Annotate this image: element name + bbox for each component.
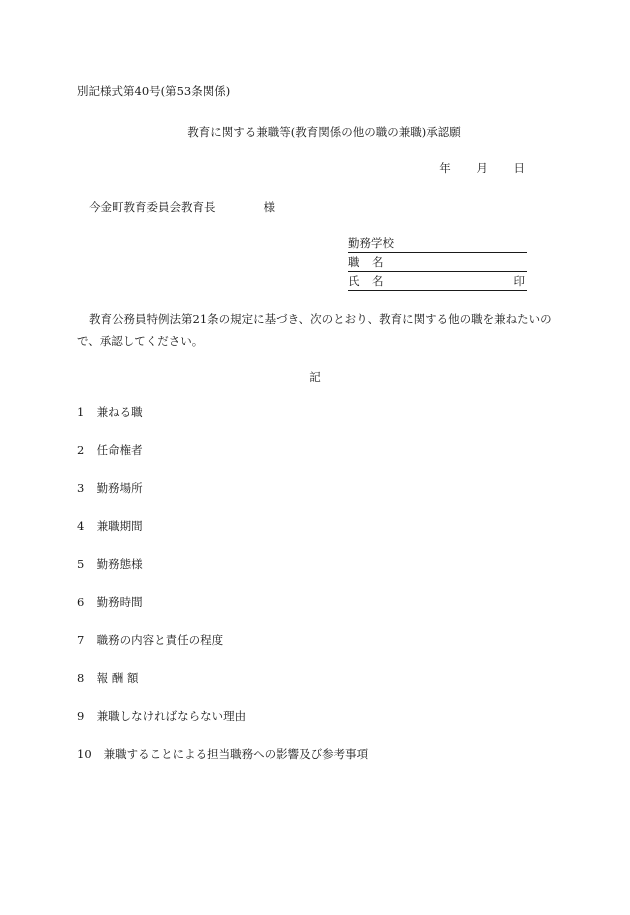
item-number: 3	[77, 481, 85, 495]
list-item	[77, 518, 368, 556]
item-number: 1	[77, 405, 85, 419]
body-paragraph: 教育公務員特例法第21条の規定に基づき、次のとおり、教育に関する他の職を兼ねたいので、承認してください。	[77, 312, 552, 348]
item-label: 職務の内容と責任の程度	[96, 633, 224, 647]
list-item	[77, 442, 368, 480]
name-label-2: 名	[372, 274, 384, 288]
name-label-1: 氏	[348, 274, 360, 288]
item-label: 兼職しなければならない理由	[96, 709, 247, 723]
list-item	[77, 670, 368, 708]
list-item	[77, 708, 368, 746]
item-list	[77, 404, 368, 784]
ki-heading: 記	[309, 370, 321, 384]
item-label: 兼ねる職	[96, 405, 143, 419]
item-number: 10	[77, 747, 92, 761]
date-day: 日	[513, 161, 525, 175]
position-field	[348, 253, 527, 272]
date-year: 年	[439, 161, 451, 175]
item-number: 9	[77, 709, 85, 723]
item-label: 勤務場所	[96, 481, 143, 495]
list-item	[77, 556, 368, 594]
item-number: 7	[77, 633, 85, 647]
addressee-name: 今金町教育委員会教育長	[89, 200, 216, 214]
school-field	[348, 234, 527, 253]
item-label: 勤務態様	[96, 557, 143, 571]
signature-block	[348, 234, 527, 291]
list-item	[77, 480, 368, 518]
name-field	[348, 272, 527, 291]
date-line	[417, 160, 525, 176]
list-item	[77, 404, 368, 442]
addressee-honorific: 様	[263, 200, 275, 214]
document-title: 教育に関する兼職等(教育関係の他の職の兼職)承認願	[187, 125, 461, 139]
list-item	[77, 594, 368, 632]
list-item	[77, 746, 368, 784]
item-label: 兼職期間	[96, 519, 143, 533]
school-label: 勤務学校	[348, 236, 394, 250]
item-number: 8	[77, 671, 85, 685]
form-number: 別記様式第40号(第53条関係)	[77, 84, 231, 98]
item-label: 報 酬 額	[96, 671, 139, 685]
position-label-1: 職	[348, 255, 360, 269]
item-label: 任命権者	[96, 443, 143, 457]
addressee	[89, 199, 275, 215]
item-number: 5	[77, 557, 85, 571]
item-number: 6	[77, 595, 85, 609]
item-label: 兼職することによる担当職務への影響及び参考事項	[103, 747, 369, 761]
position-label-2: 名	[372, 255, 384, 269]
seal-mark: 印	[513, 274, 525, 288]
item-number: 4	[77, 519, 85, 533]
item-number: 2	[77, 443, 85, 457]
list-item	[77, 632, 368, 670]
date-month: 月	[476, 161, 488, 175]
item-label: 勤務時間	[96, 595, 143, 609]
